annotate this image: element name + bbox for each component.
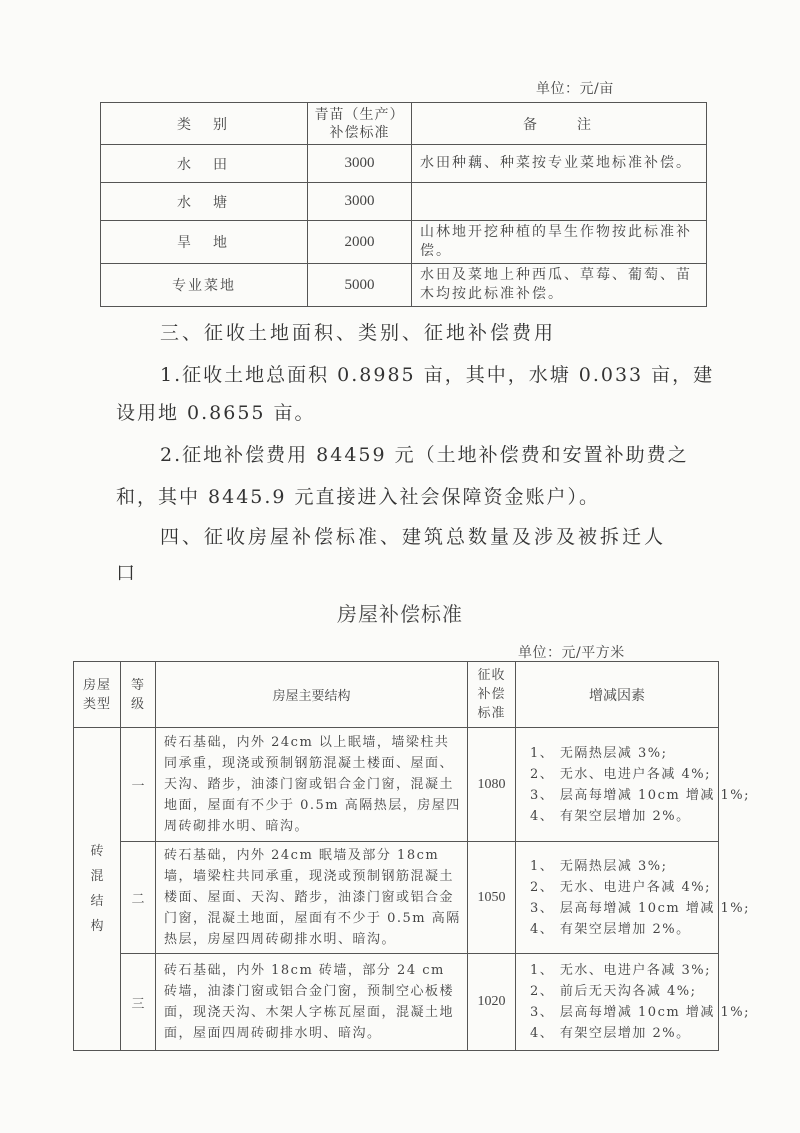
standard-cell: 1020 [468, 954, 516, 1051]
header-standard-line3: 标准 [477, 706, 506, 721]
header-grade-line2: 级 [130, 696, 145, 712]
header-standard-line2: 补偿标准 [329, 124, 390, 141]
header-standard [308, 103, 412, 145]
factor-item: 2、 无水、电进户各减 4%; [530, 766, 712, 782]
grade-cell: 二 [121, 842, 156, 954]
section4-heading-line1: 四、征收房屋补偿标准、建筑总数量及涉及被拆迁人 [160, 526, 667, 548]
grade-cell: 一 [121, 728, 156, 842]
house-table-title: 房屋补偿标准 [337, 602, 463, 626]
remark-cell: 水田种藕、种菜按专业菜地标准补偿。 [412, 145, 707, 183]
table-header-row [74, 662, 719, 728]
category-cell: 专业菜地 [101, 264, 308, 307]
factors-cell [516, 842, 750, 954]
factor-item: 3、 层高每增减 10cm 增减 1%; [530, 900, 750, 916]
standard-cell: 3000 [308, 183, 412, 221]
category-cell: 水 田 [101, 145, 308, 183]
factor-item: 1、 无水、电进户各减 3%; [530, 963, 712, 978]
standard-cell: 2000 [308, 221, 412, 264]
standard-cell: 1080 [468, 728, 516, 842]
table-row [101, 183, 707, 221]
grade-cell: 三 [121, 954, 156, 1051]
header-house-type-line1: 房屋 [82, 677, 111, 693]
factor-item: 2、 无水、电进户各减 4%; [530, 879, 712, 895]
factor-item: 2、 前后无天沟各减 4%; [530, 984, 697, 999]
section3-item1-line2: 设用地 0.8655 亩。 [116, 402, 316, 424]
factors-cell [516, 728, 750, 842]
standard-cell: 5000 [308, 264, 412, 307]
table-row [101, 145, 707, 183]
remark-cell [412, 183, 707, 221]
section3-item2-line2: 和，其中 8445.9 元直接进入社会保障资金账户）。 [116, 486, 601, 508]
header-remark: 备 注 [412, 103, 707, 145]
header-category: 类 别 [101, 103, 308, 145]
house-type-char: 混 [90, 869, 104, 884]
table-row [74, 954, 719, 1051]
section3-item1-line1: 1.征收土地总面积 0.8985 亩，其中，水塘 0.033 亩，建 [160, 364, 715, 386]
header-standard [468, 662, 516, 728]
house-compensation-table [73, 661, 750, 1051]
house-table-unit: 单位：元/平方米 [518, 645, 625, 661]
table-row [101, 221, 707, 264]
land-table-unit: 单位：元/亩 [536, 81, 614, 97]
remark-cell: 山林地开挖种植的旱生作物按此标准补偿。 [412, 221, 707, 264]
structure-cell: 砖石基础，内外 24cm 眠墙及部分 18cm 墙，墙梁柱共同承重，现浇或预制钢筋混凝土楼面、屋面、天沟、踏步，油漆门窗或铝合金门窗，混凝土地面，屋面有不少于 0.5m 高隔热层，房屋四周砖砌排水明、暗沟。 [156, 842, 468, 954]
table-row [74, 728, 719, 842]
header-house-type-line2: 类型 [82, 696, 111, 712]
section4-heading-line2: 口 [116, 562, 139, 584]
table-row [101, 264, 707, 307]
house-type-cell [74, 728, 121, 1051]
section3-heading: 三、征收土地面积、类别、征地补偿费用 [160, 322, 557, 344]
header-factors: 增减因素 [516, 662, 719, 728]
header-grade [121, 662, 156, 728]
header-grade-line1: 等 [130, 677, 145, 693]
standard-cell: 3000 [308, 145, 412, 183]
structure-cell: 砖石基础，内外 18cm 砖墙，部分 24 cm 砖墙，油漆门窗或铝合金门窗，预制空心板楼面，现浇天沟、木架人字栋瓦屋面，混凝土地面，屋面四周砖砌排水明、暗沟。 [156, 954, 468, 1051]
structure-cell: 砖石基础，内外 24cm 以上眠墙，墙梁柱共同承重，现浇或预制钢筋混凝土楼面、屋面、天沟、踏步，油漆门窗或铝合金门窗，混凝土地面，屋面有不少于 0.5m 高隔热层，房屋四周砖砌排水明、暗沟。 [156, 728, 468, 842]
factor-item: 4、 有架空层增加 2%。 [530, 1026, 691, 1041]
header-standard-line1: 青苗（生产） [314, 106, 405, 123]
factors-cell [516, 954, 750, 1051]
factor-item: 1、 无隔热层减 3%; [530, 745, 668, 761]
house-type-char: 构 [90, 919, 104, 934]
header-structure: 房屋主要结构 [156, 662, 468, 728]
factor-item: 4、 有架空层增加 2%。 [530, 808, 691, 824]
category-cell: 水 塘 [101, 183, 308, 221]
standard-cell: 1050 [468, 842, 516, 954]
house-type-char: 结 [90, 894, 104, 909]
factor-item: 4、 有架空层增加 2%。 [530, 921, 691, 937]
header-standard-line2: 补偿 [477, 687, 506, 702]
category-cell: 旱 地 [101, 221, 308, 264]
factor-item: 1、 无隔热层减 3%; [530, 858, 668, 874]
remark-cell: 水田及菜地上种西瓜、草莓、葡萄、苗木均按此标准补偿。 [412, 264, 707, 307]
land-compensation-table [100, 102, 707, 307]
header-house-type [74, 662, 121, 728]
house-type-char: 砖 [90, 844, 104, 859]
table-header-row [101, 103, 707, 145]
factor-item: 3、 层高每增减 10cm 增减 1%; [530, 1005, 750, 1020]
section3-item2-line1: 2.征地补偿费用 84459 元（土地补偿费和安置补助费之 [160, 444, 689, 466]
factor-item: 3、 层高每增减 10cm 增减 1%; [530, 787, 750, 803]
header-standard-line1: 征收 [477, 668, 506, 683]
table-row [74, 842, 719, 954]
